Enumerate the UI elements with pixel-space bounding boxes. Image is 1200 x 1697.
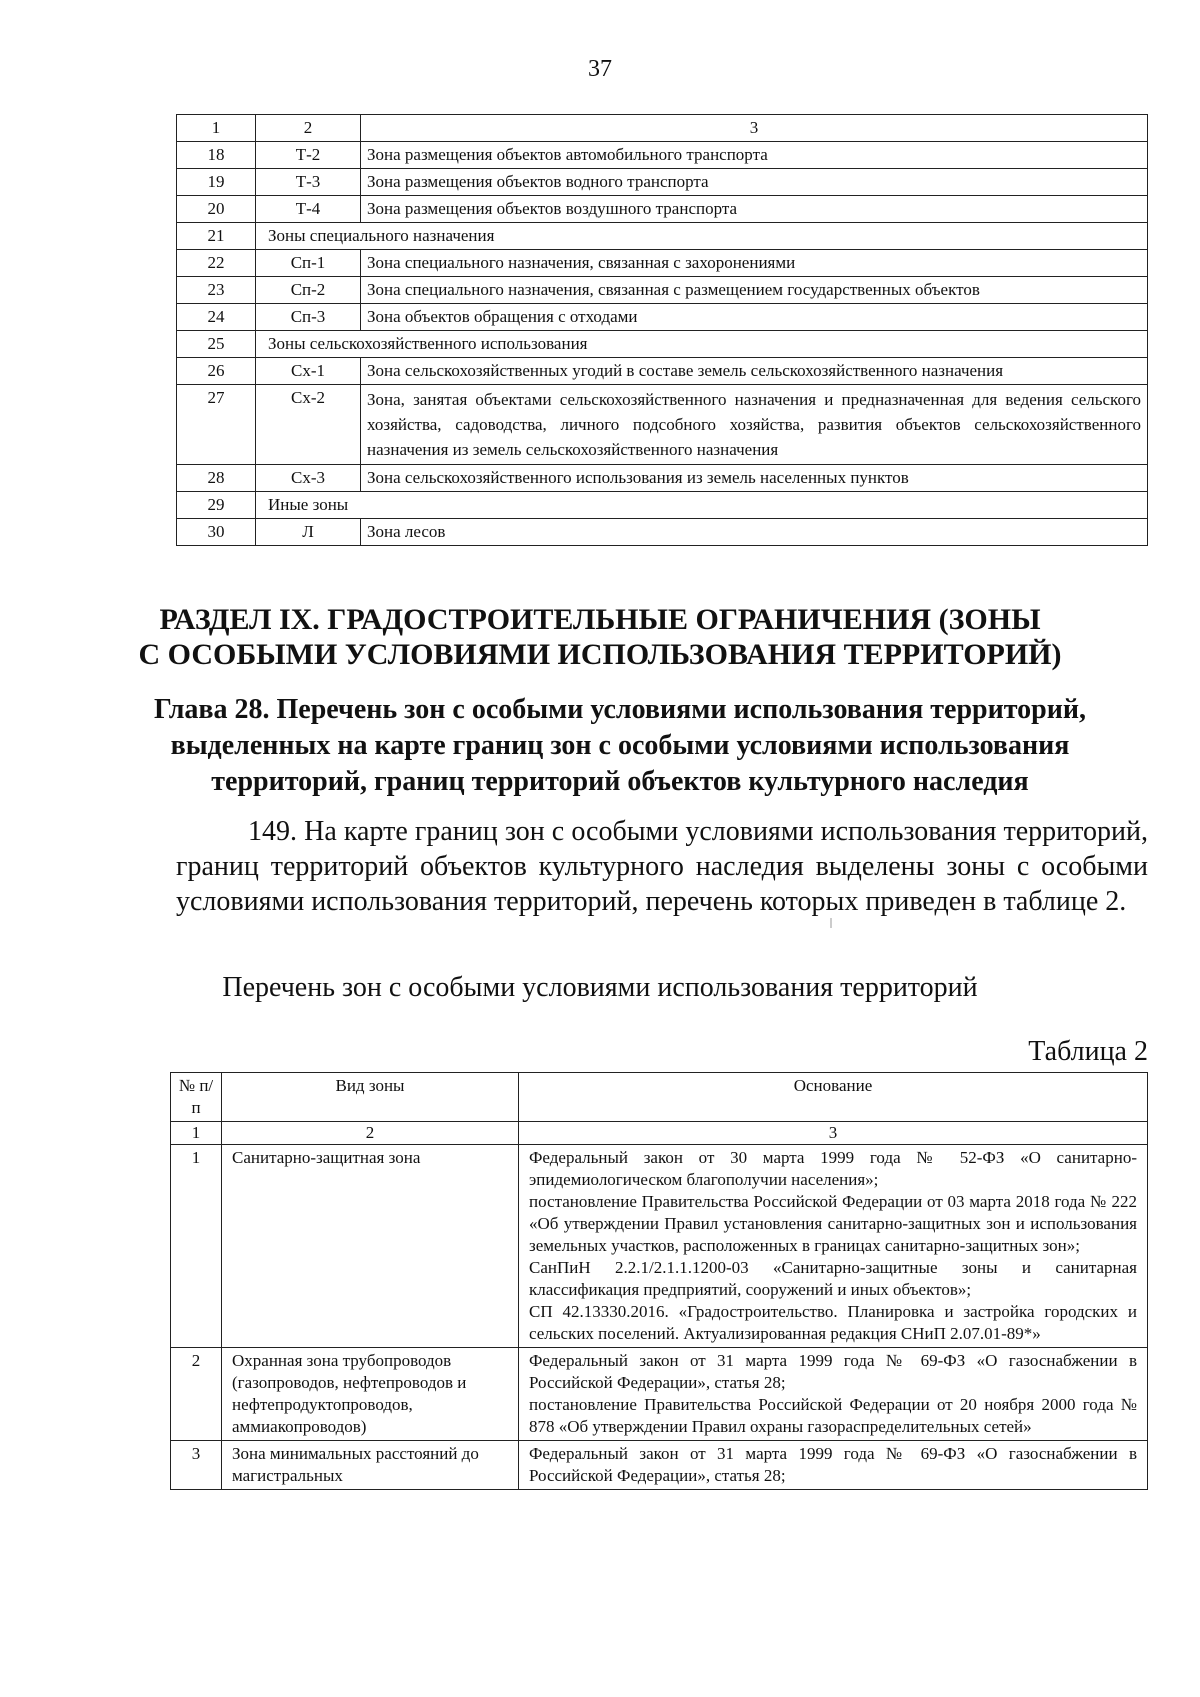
- table-row: [177, 277, 1148, 304]
- zone-code: Сх-1: [256, 358, 361, 385]
- table-row: [177, 169, 1148, 196]
- zone-group-name: Иные зоны: [256, 492, 1148, 519]
- table-caption: Перечень зон с особыми условиями использования территорий: [222, 972, 978, 1003]
- table-row: [177, 142, 1148, 169]
- zone-description: Зона специального назначения, связанная с захоронениями: [361, 250, 1148, 277]
- column-index: 3: [361, 115, 1148, 142]
- table-header-row: [171, 1073, 1148, 1122]
- column-index: 1: [177, 115, 256, 142]
- row-number: 21: [177, 223, 256, 250]
- zone-type: Санитарно-защитная зона: [222, 1145, 519, 1348]
- table-row: [171, 1348, 1148, 1441]
- restricted-zones-table: [170, 1072, 1148, 1490]
- row-number: 2: [171, 1348, 222, 1441]
- zone-type: Зона минимальных расстояний до магистральных: [222, 1441, 519, 1490]
- row-number: 18: [177, 142, 256, 169]
- table-group-row: [177, 223, 1148, 250]
- row-number: 25: [177, 331, 256, 358]
- zone-description: Зона размещения объектов водного транспорта: [361, 169, 1148, 196]
- zone-group-name: Зоны специального назначения: [256, 223, 1148, 250]
- zone-description: Зона объектов обращения с отходами: [361, 304, 1148, 331]
- zone-description: Зона размещения объектов автомобильного транспорта: [361, 142, 1148, 169]
- zone-code: Сх-3: [256, 465, 361, 492]
- table-group-row: [177, 331, 1148, 358]
- row-number: 22: [177, 250, 256, 277]
- table-row: [177, 465, 1148, 492]
- table-group-row: [177, 492, 1148, 519]
- legal-basis-item: Федеральный закон от 31 марта 1999 года № 69-ФЗ «О газоснабжении в Российской Федерации», статья 28;: [529, 1351, 1137, 1392]
- paragraph-text: 149. На карте границ зон с особыми условиями использования территорий, границ территорий объектов культурного наследия выделены зоны с особыми условиями использования территорий, перечень которых приведен в таблице 2.: [176, 816, 1148, 917]
- row-number: 24: [177, 304, 256, 331]
- row-number: 26: [177, 358, 256, 385]
- zone-description: Зона, занятая объектами сельскохозяйственного назначения и предназначенная для ведения сельского хозяйства, садоводства, личного подсобного хозяйства, развития объектов сельскохозяйственного назначения из земель сельскохозяйственного назначения: [361, 385, 1148, 465]
- legal-basis-item: постановление Правительства Российской Федерации от 20 ноября 2000 года № 878 «Об утверждении Правил охраны газораспределительных сетей»: [529, 1395, 1137, 1436]
- chapter-title-line: территорий, границ территорий объектов культурного наследия: [211, 766, 1029, 797]
- row-number: 3: [171, 1441, 222, 1490]
- legal-basis: [519, 1348, 1148, 1441]
- row-number: 1: [171, 1145, 222, 1348]
- table-index-row: [171, 1122, 1148, 1145]
- column-index: 3: [519, 1122, 1148, 1145]
- section-title: [130, 602, 1070, 672]
- table-index-row: [177, 115, 1148, 142]
- zone-code: Т-2: [256, 142, 361, 169]
- zone-code: Сп-3: [256, 304, 361, 331]
- row-number: 30: [177, 519, 256, 546]
- row-number: 27: [177, 385, 256, 465]
- legal-basis-item: постановление Правительства Российской Федерации от 03 марта 2018 года № 222 «Об утверждении Правил установления санитарно-защитных зон и использования земельных участков, расположенных в границах санитарно-защитных зон»;: [529, 1192, 1137, 1255]
- zone-type: Охранная зона трубопроводов (газопроводов, нефтепроводов и нефтепродуктопроводов, аммиакопроводов): [222, 1348, 519, 1441]
- table-label: Таблица 2: [1028, 1036, 1148, 1067]
- header-num: № п/п: [171, 1073, 222, 1122]
- column-index: 2: [222, 1122, 519, 1145]
- zone-code: Л: [256, 519, 361, 546]
- table-row: [177, 250, 1148, 277]
- table-row: [177, 385, 1148, 465]
- table-row: [177, 196, 1148, 223]
- zone-code: Т-4: [256, 196, 361, 223]
- header-basis: Основание: [519, 1073, 1148, 1122]
- legal-basis-item: Федеральный закон от 31 марта 1999 года № 69-ФЗ «О газоснабжении в Российской Федерации», статья 28;: [529, 1444, 1137, 1485]
- header-zone: Вид зоны: [222, 1073, 519, 1122]
- zone-description: Зона размещения объектов воздушного транспорта: [361, 196, 1148, 223]
- legal-basis: [519, 1441, 1148, 1490]
- table-row: [171, 1441, 1148, 1490]
- row-number: 29: [177, 492, 256, 519]
- section-title-line: С ОСОБЫМИ УСЛОВИЯМИ ИСПОЛЬЗОВАНИЯ ТЕРРИТОРИЙ): [138, 638, 1062, 671]
- table-row: [177, 519, 1148, 546]
- section-title-line: РАЗДЕЛ IX. ГРАДОСТРОИТЕЛЬНЫЕ ОГРАНИЧЕНИЯ (ЗОНЫ: [159, 603, 1041, 636]
- table-row: [171, 1145, 1148, 1348]
- chapter-title: [150, 692, 1090, 800]
- zone-description: Зона сельскохозяйственных угодий в составе земель сельскохозяйственного назначения: [361, 358, 1148, 385]
- row-number: 20: [177, 196, 256, 223]
- chapter-title-line: Глава 28. Перечень зон с особыми условиями использования территорий,: [154, 694, 1086, 725]
- legal-basis-item: СП 42.13330.2016. «Градостроительство. Планировка и застройка городских и сельских поселений. Актуализированная редакция СНиП 2.07.01-89*»: [529, 1302, 1137, 1343]
- chapter-title-line: выделенных на карте границ зон с особыми условиями использования: [170, 730, 1070, 761]
- zone-code: Сп-2: [256, 277, 361, 304]
- zones-table-continued: [176, 114, 1148, 546]
- zone-code: Т-3: [256, 169, 361, 196]
- legal-basis-item: СанПиН 2.2.1/2.1.1.1200-03 «Санитарно-защитные зоны и санитарная классификация предприятий, сооружений и иных объектов»;: [529, 1258, 1137, 1299]
- zone-group-name: Зоны сельскохозяйственного использования: [256, 331, 1148, 358]
- table-row: [177, 304, 1148, 331]
- row-number: 19: [177, 169, 256, 196]
- row-number: 28: [177, 465, 256, 492]
- zone-description: Зона лесов: [361, 519, 1148, 546]
- zone-description: Зона сельскохозяйственного использования из земель населенных пунктов: [361, 465, 1148, 492]
- row-number: 23: [177, 277, 256, 304]
- zone-code: Сп-1: [256, 250, 361, 277]
- scan-artifact: [830, 918, 832, 928]
- column-index: 2: [256, 115, 361, 142]
- zone-description: Зона специального назначения, связанная с размещением государственных объектов: [361, 277, 1148, 304]
- column-index: 1: [171, 1122, 222, 1145]
- page-number: 37: [588, 56, 612, 82]
- table-row: [177, 358, 1148, 385]
- legal-basis-item: Федеральный закон от 30 марта 1999 года № 52-ФЗ «О санитарно-эпидемиологическом благополучии населения»;: [529, 1148, 1137, 1189]
- legal-basis: [519, 1145, 1148, 1348]
- zone-code: Сх-2: [256, 385, 361, 465]
- paragraph-149: [176, 814, 1148, 919]
